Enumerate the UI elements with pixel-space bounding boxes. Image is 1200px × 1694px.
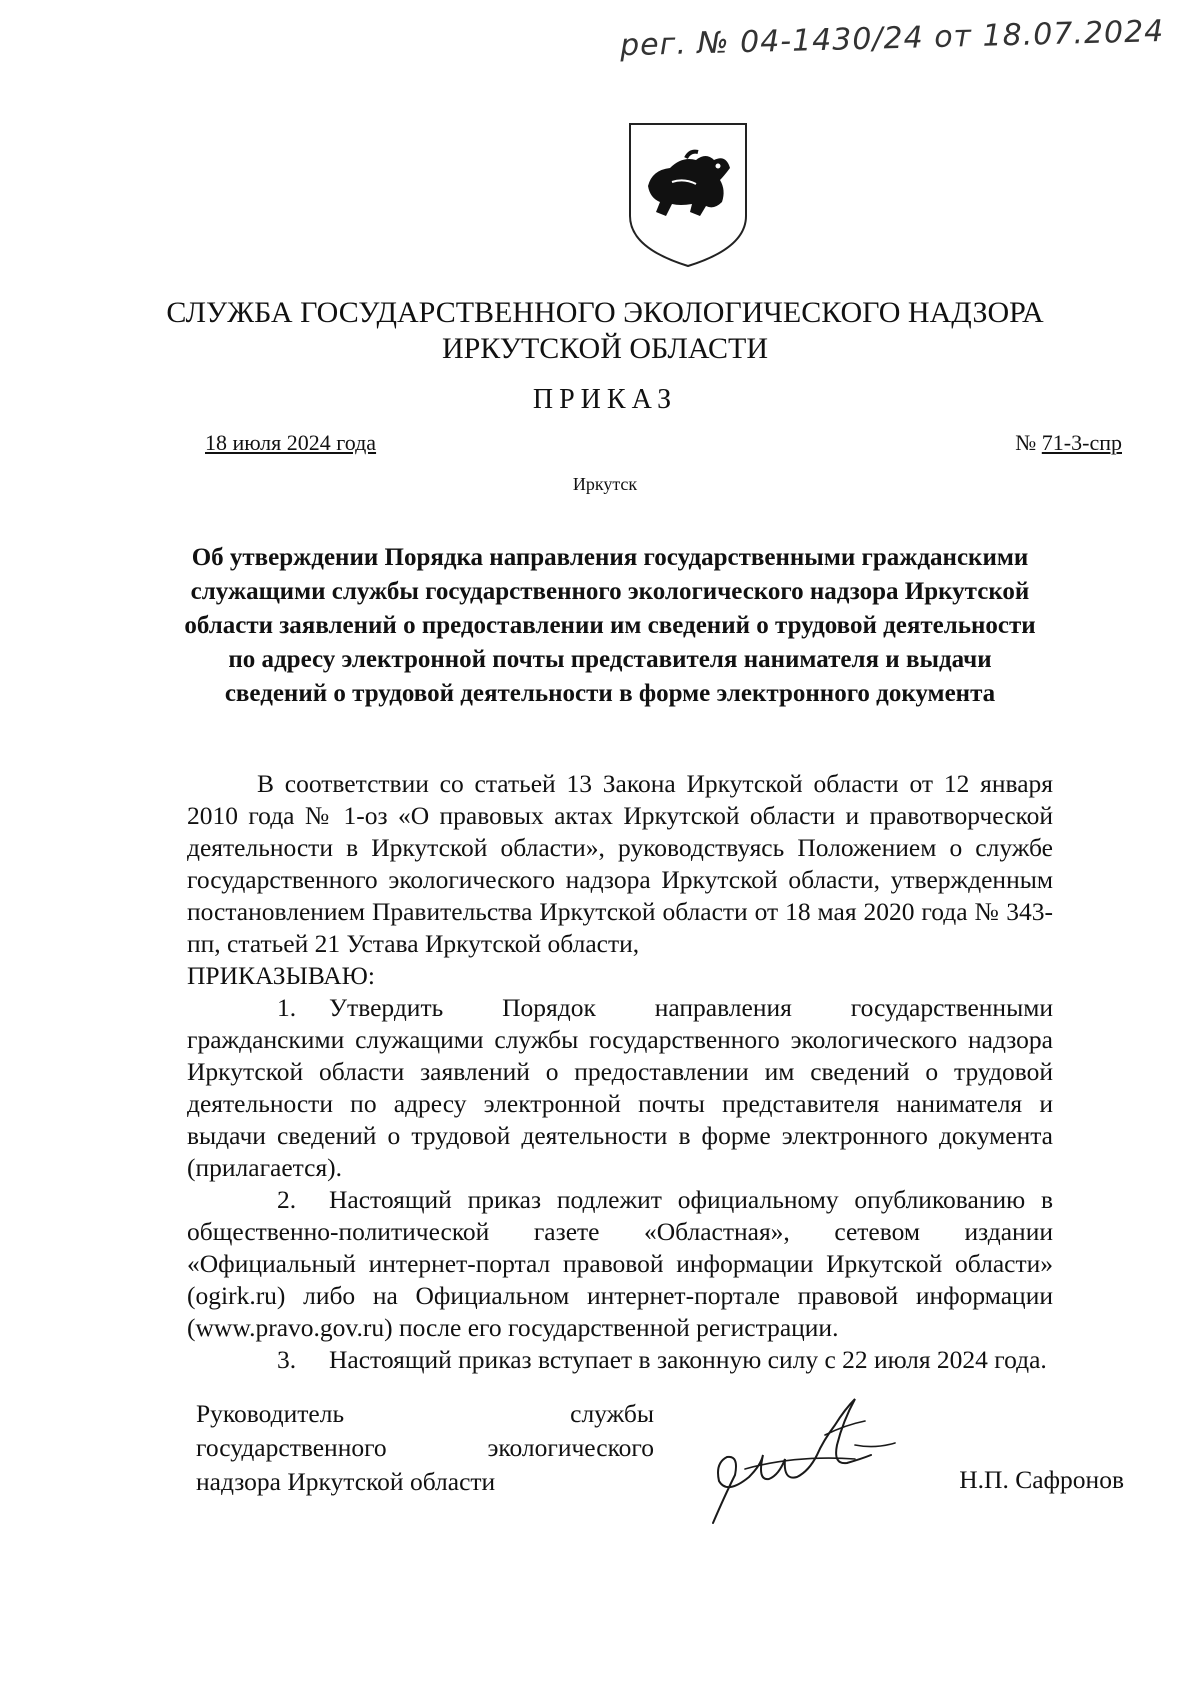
- coat-of-arms-icon: [626, 120, 750, 270]
- order-body: [187, 768, 1053, 1376]
- item-text: Утвердить Порядок направления государственными гражданскими служащими службы государственного экологического надзора Иркутской области заявлений о предоставлении им сведений о трудовой деятельности по адресу электронной почты представителя нанимателя и выдачи сведений о трудовой деятельности в форме электронного документа (прилагается).: [187, 993, 1053, 1182]
- city: Иркутск: [572, 474, 638, 494]
- signer-title-word: Руководитель: [196, 1399, 345, 1428]
- order-date: 18 июля 2024 года: [205, 430, 377, 455]
- item-text: Настоящий приказ подлежит официальному опубликованию в общественно-политической газете «Областная», сетевом издании «Официальный интернет-портал правовой информации Иркутской области» (ogirk.ru) либо на Официальном интернет-портале правовой информации (www.pravo.gov.ru) после его государственной регистрации.: [187, 1185, 1053, 1342]
- org-line-1: СЛУЖБА ГОСУДАРСТВЕННОГО ЭКОЛОГИЧЕСКОГО НАДЗОРА: [166, 296, 1044, 329]
- order-item-3: [187, 1344, 1053, 1376]
- order-number: [1015, 430, 1122, 456]
- signer-title-line-2: [196, 1431, 654, 1465]
- order-item-1: [187, 992, 1053, 1184]
- signer-title-line-1: [196, 1397, 654, 1431]
- order-word: ПРИКАЗЫВАЮ:: [187, 961, 375, 990]
- signer-title: [196, 1397, 654, 1499]
- signer-title-word: службы: [570, 1399, 654, 1428]
- registration-note: рег. № 04-1430/24 от 18.07.2024: [619, 14, 1165, 64]
- organization-name: [150, 295, 1060, 367]
- item-text: Настоящий приказ вступает в законную силу с 22 июля 2024 года.: [329, 1345, 1047, 1374]
- order-subject: Об утверждении Порядка направления государственными гражданскими служащими службы государственного экологического надзора Иркутской области заявлений о предоставлении им сведений о трудовой деятельности по адресу электронной почты представителя нанимателя и выдачи сведений о трудовой деятельности в форме электронного документа: [184, 544, 1036, 707]
- order-item-2: [187, 1184, 1053, 1344]
- item-number: 2.: [277, 1185, 297, 1214]
- org-line-2: ИРКУТСКОЙ ОБЛАСТИ: [441, 332, 769, 365]
- signer-title-line-3: надзора Иркутской области: [196, 1467, 496, 1496]
- preamble: В соответствии со статьей 13 Закона Иркутской области от 12 января 2010 года № 1-оз «О правовых актах Иркутской области и правотворческой деятельности в Иркутской области», руководствуясь Положением о службе государственного экологического надзора Иркутской области, утвержденным постановлением Правительства Иркутской области от 18 мая 2020 года № 343-пп, статьей 21 Устава Иркутской области,: [187, 769, 1053, 958]
- number-prefix: №: [1015, 430, 1037, 455]
- handwritten-signature-icon: [705, 1385, 915, 1535]
- signer-name: Н.П. Сафронов: [959, 1465, 1124, 1494]
- signer-title-word: экологического: [487, 1433, 654, 1462]
- number-value: 71-3-спр: [1041, 430, 1122, 455]
- signer-title-word: государственного: [196, 1433, 387, 1462]
- item-number: 3.: [277, 1345, 297, 1374]
- document-type: ПРИКАЗ: [532, 384, 678, 415]
- item-number: 1.: [277, 993, 297, 1022]
